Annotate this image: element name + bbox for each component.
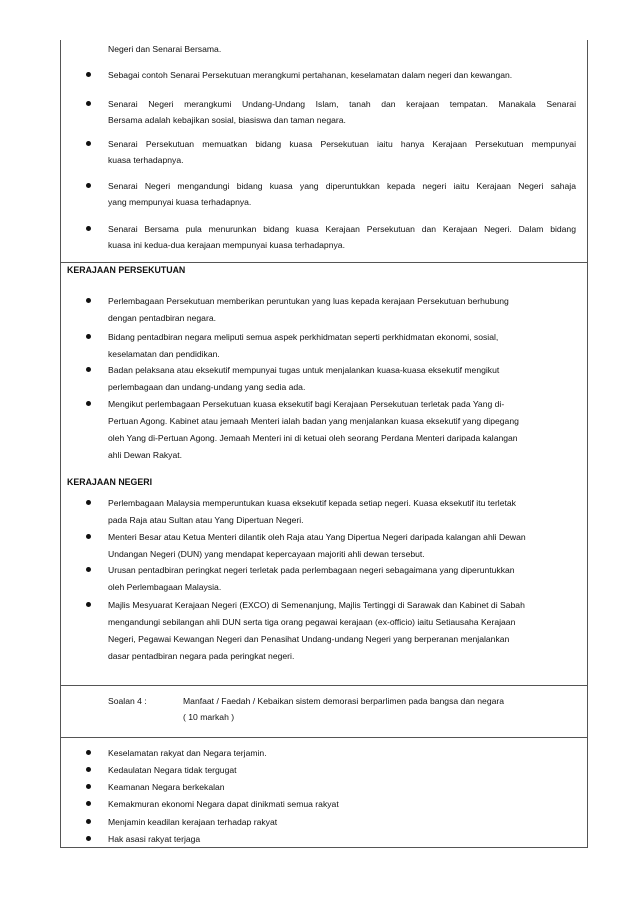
bullet-dot (86, 602, 92, 608)
question-label: Soalan 4 : (108, 696, 147, 706)
divider-line (61, 262, 587, 263)
answer-item: Keselamatan rakyat dan Negara terjamin. (108, 748, 267, 758)
bullet-text-line: Bersama adalah kebajikan sosial, biasiswa dan taman negara. (108, 115, 346, 125)
bullet-dot (86, 183, 92, 189)
bullet-text-line: Perlembagaan Malaysia memperuntukan kuasa eksekutif kepada setiap negeri. Kuasa eksekutif itu terletak (108, 498, 516, 508)
bullet-text-line: Majlis Mesyuarat Kerajaan Negeri (EXCO) di Semenanjung, Majlis Tertinggi di Sarawak dan Kabinet di Sabah (108, 600, 525, 610)
question-text: Manfaat / Faedah / Kebaikan sistem demorasi berparlimen pada bangsa dan negara (183, 696, 505, 706)
carry-over-line: Negeri dan Senarai Bersama. (108, 44, 222, 54)
bullet-text-line: Perlembagaan Persekutuan memberikan peruntukan yang luas kepada kerajaan Persekutuan berhubung (108, 296, 509, 306)
answer-item: Kemakmuran ekonomi Negara dapat dinikmati semua rakyat (108, 799, 339, 809)
bullet-text-line: ahli Dewan Rakyat. (108, 450, 183, 460)
bullet-text-line: Senarai Bersama pula menurunkan bidang kuasa Kerajaan Persekutuan dan Kerajaan Negeri. Dalam bidang (108, 224, 576, 234)
bullet-dot (86, 367, 92, 373)
bullet-text-line: Negeri, Pegawai Kewangan Negeri dan Penasihat Undang-undang Negeri yang berperanan menjalankan (108, 634, 510, 644)
answer-item: Kedaulatan Negara tidak tergugat (108, 765, 237, 775)
bullet-dot (86, 226, 92, 232)
bullet-dot (86, 534, 92, 540)
bullet-text-line: kuasa terhadapnya. (108, 155, 184, 165)
bullet-dot (86, 819, 92, 825)
bullet-dot (86, 836, 92, 842)
bullet-text-line: oleh Yang di-Pertuan Agong. Jemaah Menteri ini di ketuai oleh seorang Perdana Menteri daripada kalangan (108, 433, 518, 443)
divider-line (61, 737, 587, 738)
bullet-text-line: kuasa ini kedua-dua kerajaan mempunyai kuasa terhadapnya. (108, 240, 345, 250)
bullet-dot (86, 298, 92, 304)
bullet-dot (86, 784, 92, 790)
bullet-dot (86, 401, 92, 407)
bullet-text-line: Pertuan Agong. Kabinet atau jemaah Menteri ialah badan yang menjalankan kuasa eksekutif yang dipegang (108, 416, 519, 426)
answer-item: Keamanan Negara berkekalan (108, 782, 225, 792)
bullet-text-line: oleh Perlembagaan Malaysia. (108, 582, 222, 592)
bullet-text-line: Mengikut perlembagaan Persekutuan kuasa eksekutif bagi Kerajaan Persekutuan terletak pada Yang di- (108, 399, 505, 409)
bullet-text-line: pada Raja atau Sultan atau Yang Dipertuan Negeri. (108, 515, 304, 525)
bullet-dot (86, 567, 92, 573)
bullet-text-line: keselamatan dan pendidikan. (108, 349, 220, 359)
bullet-text-line: Senarai Persekutuan memuatkan bidang kuasa Persekutuan iaitu hanya Kerajaan Persekutuan mempunyai (108, 139, 576, 149)
heading-kerajaan-persekutuan: KERAJAAN PERSEKUTUAN (67, 265, 186, 275)
bullet-text-line: Bidang pentadbiran negara meliputi semua aspek perkhidmatan seperti perkhidmatan ekonomi, sosial, (108, 332, 499, 342)
heading-kerajaan-negeri: KERAJAAN NEGERI (67, 477, 153, 487)
bullet-dot (86, 500, 92, 506)
bullet-text-line: Senarai Negeri merangkumi Undang-Undang Islam, tanah dan kerajaan tempatan. Manakala Senarai (108, 99, 576, 109)
bullet-text-line: Badan pelaksana atau eksekutif mempunyai tugas untuk menjalankan kuasa-kuasa eksekutif mengikut (108, 365, 500, 375)
answer-item: Hak asasi rakyat terjaga (108, 834, 201, 844)
bullet-text-line: Senarai Negeri mengandungi bidang kuasa yang diperuntukkan kepada negeri iaitu Kerajaan Negeri sahaja (108, 181, 576, 191)
bullet-text-line: dengan pentadbiran negara. (108, 313, 216, 323)
bullet-dot (86, 141, 92, 147)
answer-item: Menjamin keadilan kerajaan terhadap rakyat (108, 817, 278, 827)
question-marks: ( 10 markah ) (183, 712, 235, 722)
bullet-dot (86, 101, 92, 107)
bullet-dot (86, 72, 92, 78)
document-frame (60, 40, 588, 848)
bullet-dot (86, 750, 92, 756)
bullet-text-line: Urusan pentadbiran peringkat negeri terletak pada perlembagaan negeri sebagaimana yang diperuntukkan (108, 565, 515, 575)
bullet-text-line: perlembagaan dan undang-undang yang sedia ada. (108, 382, 306, 392)
bullet-dot (86, 801, 92, 807)
bullet-text-line: Menteri Besar atau Ketua Menteri dilantik oleh Raja atau Yang Dipertua Negeri daripada kalangan ahli Dewan (108, 532, 526, 542)
bullet-text-line: Undangan Negeri (DUN) yang mendapat kepercayaan majoriti ahli dewan tersebut. (108, 549, 425, 559)
bullet-dot (86, 334, 92, 340)
divider-line (61, 685, 587, 686)
bullet-dot (86, 767, 92, 773)
bullet-text-line: yang mempunyai kuasa terhadapnya. (108, 197, 252, 207)
bullet-text-line: mengandungi sebilangan ahli DUN serta tiga orang pegawai kerajaan (ex-officio) iaitu Setiausaha Kerajaan (108, 617, 516, 627)
bullet-text-line: dasar pentadbiran negara pada peringkat negeri. (108, 651, 295, 661)
bullet-text-line: Sebagai contoh Senarai Persekutuan merangkumi pertahanan, keselamatan dalam negeri dan kewangan. (108, 70, 513, 80)
